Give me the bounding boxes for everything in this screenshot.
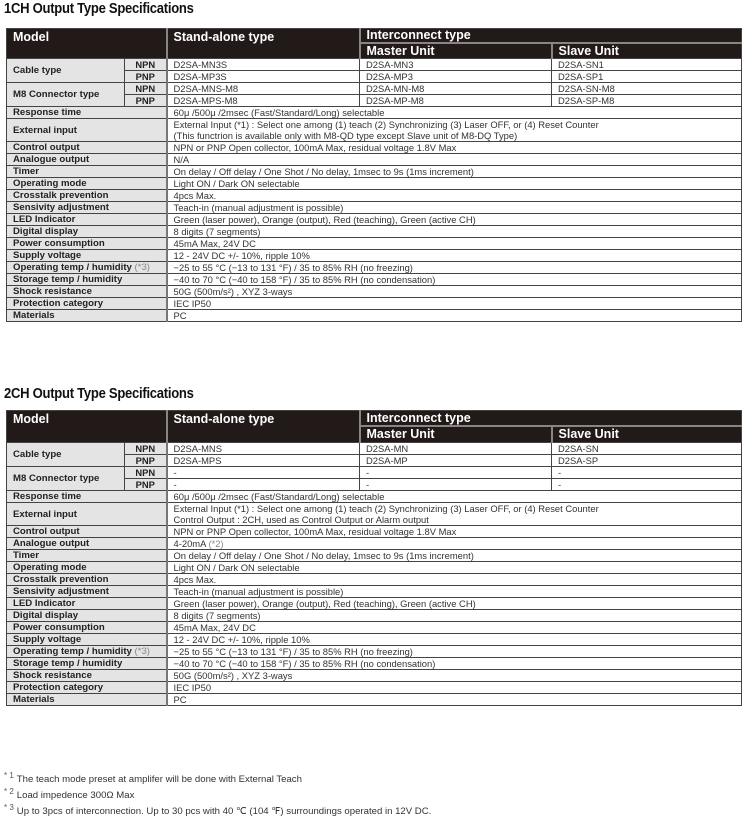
footnote-3: [4, 802, 431, 818]
row-label: Cable type: [7, 59, 125, 83]
spec-row-operating-mode: [7, 178, 742, 190]
spec-row-led: [7, 214, 742, 226]
model-standalone: D2SA-MP3S: [167, 71, 360, 83]
footnote-1: [4, 770, 431, 786]
model-standalone: -: [167, 467, 360, 479]
spec-row-op-temp: [7, 646, 742, 658]
footnote-text: The teach mode preset at amplifer will be done with External Teach: [16, 774, 302, 786]
model-standalone: D2SA-MPS: [167, 455, 360, 467]
model-slave: -: [552, 479, 742, 491]
spec-label: [7, 646, 167, 658]
spec-label: Shock resistance: [7, 670, 167, 682]
spec-value: [167, 503, 742, 526]
model-master: D2SA-MN-M8: [360, 83, 552, 95]
spec-label: LED Indicator: [7, 214, 167, 226]
footnote-mark: * 2: [4, 787, 14, 797]
model-standalone: D2SA-MNS-M8: [167, 83, 360, 95]
spec-row-display: [7, 610, 742, 622]
spec-label: Supply voltage: [7, 250, 167, 262]
model-master: -: [360, 467, 552, 479]
spec-label: LED Indicator: [7, 598, 167, 610]
polarity: NPN: [125, 83, 167, 95]
external-input-line-2: Control Output : 2CH, used as Control Output or Alarm output: [173, 514, 429, 525]
table-row: [7, 83, 742, 95]
model-master: D2SA-MP: [360, 455, 552, 467]
external-input-line-1: External Input (*1) : Select one among (1) teach (2) Synchronizing (3) Laser OFF, or (4) Reset Counter: [173, 503, 599, 514]
model-standalone: -: [167, 479, 360, 491]
spec-value: −25 to 55 °C (−13 to 131 °F) / 35 to 85% RH (no freezing): [167, 262, 742, 274]
footnote-ref: (*2): [208, 538, 224, 549]
header-interconnect: Interconnect type: [360, 29, 742, 44]
footnote-text: Load impedence 300Ω Max: [16, 790, 135, 802]
spec-table-2ch: [6, 410, 742, 706]
spec-value: Teach-in (manual adjustment is possible): [167, 202, 742, 214]
footnote-ref: (*3): [134, 262, 151, 273]
header-standalone: Stand-alone type: [167, 411, 360, 443]
spec-label: Analogue output: [7, 538, 167, 550]
spec-value: −25 to 55 °C (−13 to 131 °F) / 35 to 85% RH (no freezing): [167, 646, 742, 658]
external-input-line-2: (This functrion is available only with M8-QD type except Slave unit of M8-DQ Type): [173, 130, 518, 141]
spec-row-supply: [7, 634, 742, 646]
spec-label: Timer: [7, 550, 167, 562]
spec-label: Digital display: [7, 226, 167, 238]
spec-label: Operating mode: [7, 562, 167, 574]
spec-row-response-time: [7, 491, 742, 503]
spec-row-storage: [7, 658, 742, 670]
table-row: [7, 467, 742, 479]
spec-label: Response time: [7, 107, 167, 119]
external-input-line-1: External Input (*1) : Select one among (1) teach (2) Synchronizing (3) Laser OFF, or (4) Reset Counter: [173, 119, 599, 130]
polarity: NPN: [125, 59, 167, 71]
spec-value: NPN or PNP Open collector, 100mA Max, residual voltage 1.8V Max: [167, 526, 742, 538]
spec-value: 8 digits (7 segments): [167, 610, 742, 622]
header-interconnect: Interconnect type: [360, 411, 742, 427]
spec-row-operating-mode: [7, 562, 742, 574]
spec-row-power: [7, 238, 742, 250]
spec-row-sensitivity: [7, 202, 742, 214]
spec-row-materials: [7, 694, 742, 706]
spec-label: Sensivity adjustment: [7, 202, 167, 214]
spec-label: [7, 262, 167, 274]
spec-label: Storage temp / humidity: [7, 658, 167, 670]
header-standalone: Stand-alone type: [167, 29, 360, 59]
table-row: [7, 443, 742, 455]
header-model: Model: [7, 411, 167, 443]
row-label: Cable type: [7, 443, 125, 467]
spec-row-sensitivity: [7, 586, 742, 598]
spec-row-crosstalk: [7, 574, 742, 586]
spec-value: Teach-in (manual adjustment is possible): [167, 586, 742, 598]
footnotes: [4, 770, 431, 819]
footnote-ref: (*3): [134, 646, 151, 657]
footnote-text: Up to 3pcs of interconnection. Up to 30 pcs with 40 ℃ (104 ℉) surroundings operated in 12V DC.: [16, 806, 432, 818]
spec-value: [167, 538, 742, 550]
spec-row-control-output: [7, 526, 742, 538]
spec-value: NPN or PNP Open collector, 100mA Max, residual voltage 1.8V Max: [167, 142, 742, 154]
spec-table-1ch: [6, 28, 742, 322]
spec-row-crosstalk: [7, 190, 742, 202]
spec-label: Crosstalk prevention: [7, 574, 167, 586]
spec-row-op-temp: [7, 262, 742, 274]
spec-row-display: [7, 226, 742, 238]
model-slave: D2SA-SN: [552, 443, 742, 455]
spec-value: 45mA Max, 24V DC: [167, 622, 742, 634]
footnote-mark: * 3: [4, 803, 14, 813]
spec-row-timer: [7, 166, 742, 178]
model-slave: D2SA-SP-M8: [552, 95, 742, 107]
model-standalone: D2SA-MPS-M8: [167, 95, 360, 107]
spec-value: Green (laser power), Orange (output), Red (teaching), Green (active CH): [167, 598, 742, 610]
spec-label: Crosstalk prevention: [7, 190, 167, 202]
table-row: [7, 59, 742, 71]
spec-label: Analogue output: [7, 154, 167, 166]
section-title-1ch: 1CH Output Type Specifications: [4, 1, 194, 17]
spec-row-supply: [7, 250, 742, 262]
model-standalone: D2SA-MN3S: [167, 59, 360, 71]
model-master: D2SA-MN: [360, 443, 552, 455]
spec-row-shock: [7, 286, 742, 298]
spec-row-protection: [7, 682, 742, 694]
spec-label: Power consumption: [7, 238, 167, 250]
spec-label: Materials: [7, 310, 167, 322]
spec-value: 60μ /500μ /2msec (Fast/Standard/Long) selectable: [167, 107, 742, 119]
polarity: NPN: [125, 467, 167, 479]
spec-label: Operating mode: [7, 178, 167, 190]
spec-label: Supply voltage: [7, 634, 167, 646]
header-slave: Slave Unit: [552, 43, 742, 59]
spec-value: 12 - 24V DC +/- 10%, ripple 10%: [167, 634, 742, 646]
model-slave: -: [552, 467, 742, 479]
spec-row-analogue-output: [7, 154, 742, 166]
polarity: PNP: [125, 71, 167, 83]
spec-label: Shock resistance: [7, 286, 167, 298]
model-master: D2SA-MP-M8: [360, 95, 552, 107]
spec-value: 8 digits (7 segments): [167, 226, 742, 238]
spec-label: Storage temp / humidity: [7, 274, 167, 286]
spec-label: Protection category: [7, 682, 167, 694]
spec-label-text: Operating temp / humidity: [13, 646, 132, 657]
spec-value: Green (laser power), Orange (output), Red (teaching), Green (active CH): [167, 214, 742, 226]
spec-value: IEC IP50: [167, 298, 742, 310]
spec-value: N/A: [167, 154, 742, 166]
spec-label: Control output: [7, 142, 167, 154]
spec-value: 4pcs Max.: [167, 190, 742, 202]
model-slave: D2SA-SP1: [552, 71, 742, 83]
header-model: Model: [7, 29, 167, 59]
header-row: [7, 29, 742, 44]
spec-label: Power consumption: [7, 622, 167, 634]
spec-value: −40 to 70 °C (−40 to 158 °F) / 35 to 85% RH (no condensation): [167, 274, 742, 286]
model-master: D2SA-MP3: [360, 71, 552, 83]
polarity: PNP: [125, 95, 167, 107]
row-label: M8 Connector type: [7, 83, 125, 107]
spec-value: IEC IP50: [167, 682, 742, 694]
spec-row-external-input: [7, 119, 742, 142]
spec-row-external-input: [7, 503, 742, 526]
model-master: -: [360, 479, 552, 491]
spec-label: Protection category: [7, 298, 167, 310]
spec-value: [167, 119, 742, 142]
spec-value: 50G (500m/s²) , XYZ 3-ways: [167, 286, 742, 298]
spec-row-protection: [7, 298, 742, 310]
spec-value: On delay / Off delay / One Shot / No delay, 1msec to 9s (1ms increment): [167, 166, 742, 178]
polarity: NPN: [125, 443, 167, 455]
model-master: D2SA-MN3: [360, 59, 552, 71]
spec-value: 12 - 24V DC +/- 10%, ripple 10%: [167, 250, 742, 262]
footnote-mark: * 1: [4, 771, 14, 780]
header-master: Master Unit: [360, 426, 552, 443]
spec-label: Digital display: [7, 610, 167, 622]
spec-row-power: [7, 622, 742, 634]
spec-label: Materials: [7, 694, 167, 706]
model-slave: D2SA-SN1: [552, 59, 742, 71]
spec-label: Sensivity adjustment: [7, 586, 167, 598]
model-slave: D2SA-SP: [552, 455, 742, 467]
spec-value: Light ON / Dark ON selectable: [167, 562, 742, 574]
row-label: M8 Connector type: [7, 467, 125, 491]
spec-value: 4pcs Max.: [167, 574, 742, 586]
spec-row-storage: [7, 274, 742, 286]
spec-row-materials: [7, 310, 742, 322]
spec-value: 60μ /500μ /2msec (Fast/Standard/Long) selectable: [167, 491, 742, 503]
spec-label-text: Operating temp / humidity: [13, 262, 132, 273]
spec-value-text: 4-20mA: [173, 538, 206, 549]
spec-row-control-output: [7, 142, 742, 154]
polarity: PNP: [125, 455, 167, 467]
header-row: [7, 411, 742, 427]
polarity: PNP: [125, 479, 167, 491]
spec-value: PC: [167, 310, 742, 322]
spec-label: Timer: [7, 166, 167, 178]
footnote-2: [4, 786, 431, 802]
spec-label: Control output: [7, 526, 167, 538]
model-standalone: D2SA-MNS: [167, 443, 360, 455]
spec-label: Response time: [7, 491, 167, 503]
spec-value: −40 to 70 °C (−40 to 158 °F) / 35 to 85% RH (no condensation): [167, 658, 742, 670]
model-slave: D2SA-SN-M8: [552, 83, 742, 95]
spec-row-response-time: [7, 107, 742, 119]
spec-row-led: [7, 598, 742, 610]
spec-value: Light ON / Dark ON selectable: [167, 178, 742, 190]
section-title-2ch: 2CH Output Type Specifications: [4, 386, 194, 402]
spec-row-timer: [7, 550, 742, 562]
header-slave: Slave Unit: [552, 426, 742, 443]
spec-value: PC: [167, 694, 742, 706]
spec-row-analogue-output: [7, 538, 742, 550]
spec-value: 45mA Max, 24V DC: [167, 238, 742, 250]
spec-row-shock: [7, 670, 742, 682]
header-master: Master Unit: [360, 43, 552, 59]
spec-value: 50G (500m/s²) , XYZ 3-ways: [167, 670, 742, 682]
spec-value: On delay / Off delay / One Shot / No delay, 1msec to 9s (1ms increment): [167, 550, 742, 562]
spec-label: External input: [7, 503, 167, 526]
spec-label: External input: [7, 119, 167, 142]
